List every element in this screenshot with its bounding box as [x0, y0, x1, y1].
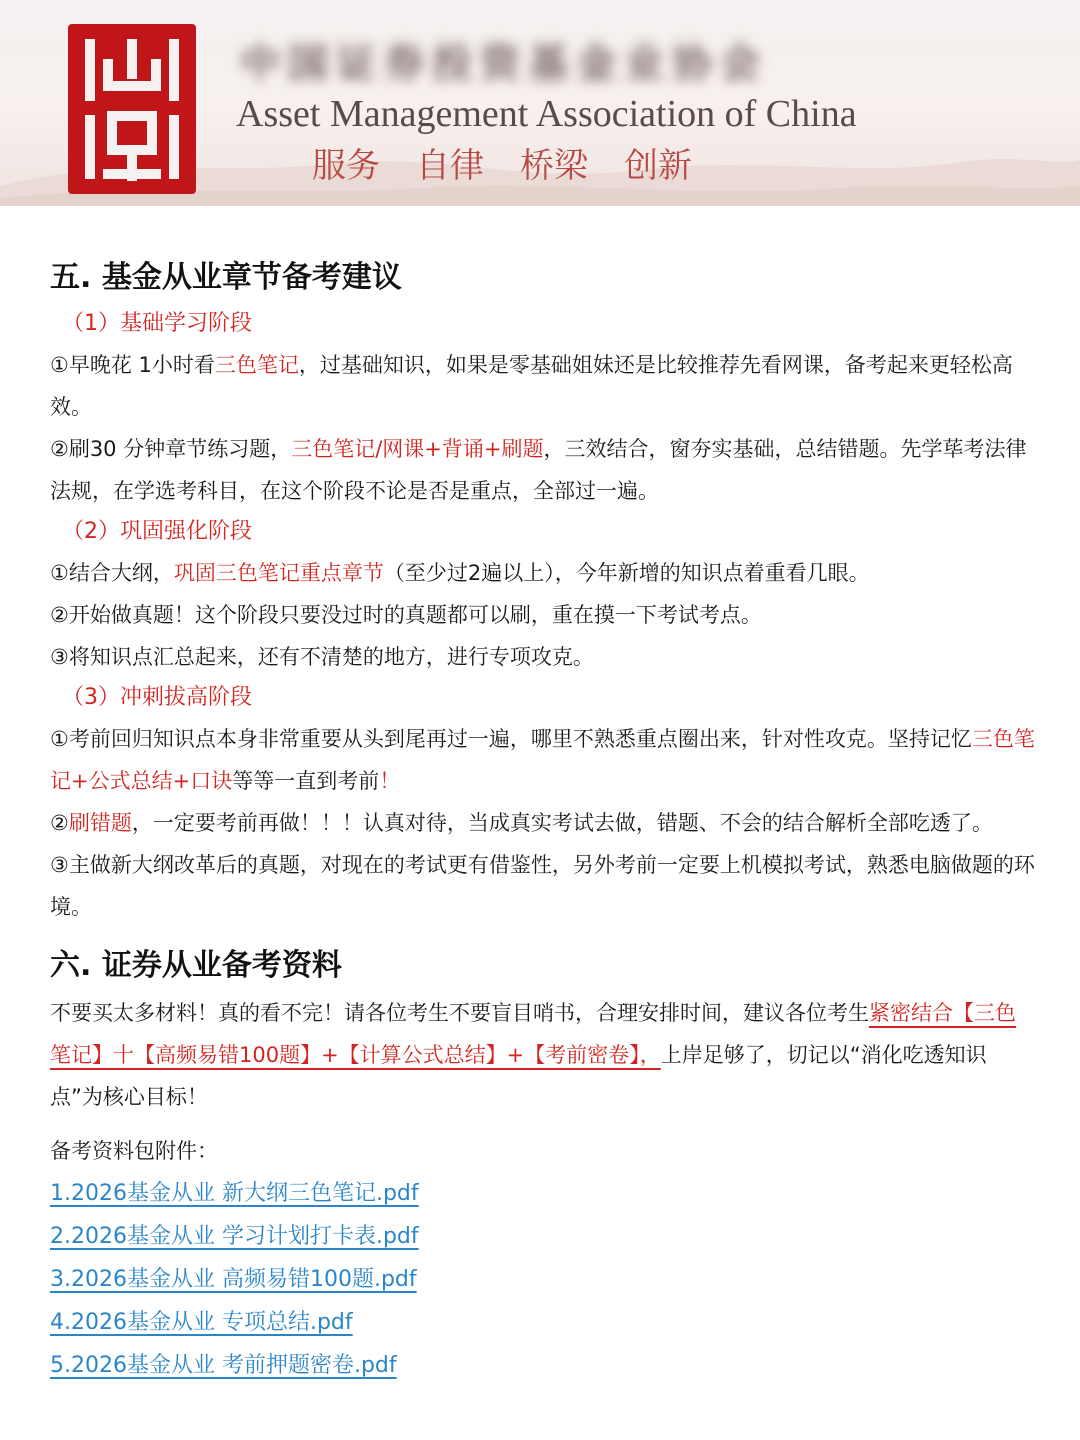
- text: ②刷30 分钟章节练习题，: [50, 437, 292, 461]
- header-banner: [0, 0, 1080, 206]
- stage-1-heading: （1）基础学习阶段: [62, 311, 252, 336]
- highlight-text: 三色笔记/网课+背诵+刷题: [291, 437, 544, 461]
- amac-seal-logo-icon: [68, 24, 196, 194]
- spacer: [50, 928, 1035, 940]
- attachment-link[interactable]: 1.2026基金从业 新大纲三色笔记.pdf: [50, 1181, 419, 1206]
- stage-2-para-2: ②开始做真题！这个阶段只要没过时的真题都可以刷，重在摸一下考试考点。: [50, 603, 762, 627]
- text: ①早晚花 1小时看: [50, 353, 215, 377]
- org-english-name: Asset Management Association of China: [236, 93, 857, 135]
- highlight-text: 三色笔记: [214, 353, 299, 377]
- stage-1-para-2: [50, 428, 1035, 512]
- text: ①结合大纲，: [50, 561, 174, 585]
- highlight-text: 刷错题: [68, 811, 132, 835]
- spacer: [50, 1118, 1035, 1130]
- section-6-para-1: [50, 992, 1035, 1118]
- text: ，过基础知识，如果是零基础姐妹还是比较推荐先看网课，备考起来更轻松高效。: [50, 353, 1013, 419]
- stage-2-heading: （2）巩固强化阶段: [62, 519, 252, 544]
- section-6-title: 六. 证券从业备考资料: [50, 948, 342, 983]
- slogan-item: 创新: [624, 146, 692, 186]
- text: 不要买太多材料！真的看不完！请各位考生不要盲目哨书，合理安排时间，建议各位考生: [50, 1001, 869, 1025]
- stage-2-para-3: ③将知识点汇总起来，还有不清楚的地方，进行专项攻克。: [50, 645, 594, 669]
- text: ，一定要考前再做！！！认真对待，当成真实考试去做，错题、不会的结合解析全部吃透了。: [131, 811, 993, 835]
- stage-3-heading: （3）冲刺拔高阶段: [62, 685, 252, 710]
- attachment-link[interactable]: 2.2026基金从业 学习计划打卡表.pdf: [50, 1224, 419, 1249]
- highlight-text: 巩固三色笔记重点章节: [173, 561, 384, 585]
- attachment-label: 备考资料包附件：: [50, 1139, 218, 1163]
- text: ，三效结合，窗夯实基础，总结错题。先学荜考法律法规，在学选考科目，在这个阶段不论是否是重点，全部过一遍。: [50, 437, 1027, 503]
- stage-2-para-1: [50, 552, 1035, 594]
- org-chinese-name: 中国证券投资基金业协会: [240, 40, 768, 87]
- text: 上岸足够了，切记以“消化吃透知识点”为核心目标！: [50, 1043, 987, 1109]
- text: 等等一直到考前: [232, 769, 380, 793]
- stage-1-para-1: [50, 344, 1035, 428]
- article-body: [50, 252, 1035, 1387]
- attachment-link[interactable]: 3.2026基金从业 高频易错100题.pdf: [50, 1267, 417, 1292]
- stage-3-para-3: ③主做新大纲改革后的真题，对现在的考试更有借鉴性，另外考前一定要上机模拟考试，熟悉电脑做题的环境。: [50, 853, 1035, 919]
- slogan-item: 服务: [312, 146, 380, 186]
- section-5-title: 五. 基金从业章节备考建议: [50, 260, 402, 295]
- highlight-text: 紧密结合【三色笔记】十【高频易错100题】+【计算公式总结】+【考前密卷】，: [50, 1001, 1016, 1067]
- text: ②: [50, 811, 69, 835]
- slogan-item: 桥梁: [520, 146, 588, 186]
- slogan: [312, 138, 728, 187]
- stage-3-para-2: [50, 802, 1035, 844]
- text: （至少过2遍以上），今年新增的知识点着重看几眼。: [383, 561, 870, 585]
- slogan-item: 自律: [416, 146, 484, 186]
- text: ①考前回归知识点本身非常重要从头到尾再过一遍，哪里不熟悉重点圈出来，针对性攻克。坚持记忆: [50, 727, 972, 751]
- highlight-text: 三色笔记+公式总结+口诀: [50, 727, 1035, 793]
- highlight-text: ！: [379, 769, 401, 793]
- attachment-link[interactable]: 5.2026基金从业 考前押题密卷.pdf: [50, 1353, 397, 1378]
- stage-3-para-1: [50, 718, 1035, 802]
- attachment-link[interactable]: 4.2026基金从业 专项总结.pdf: [50, 1310, 353, 1335]
